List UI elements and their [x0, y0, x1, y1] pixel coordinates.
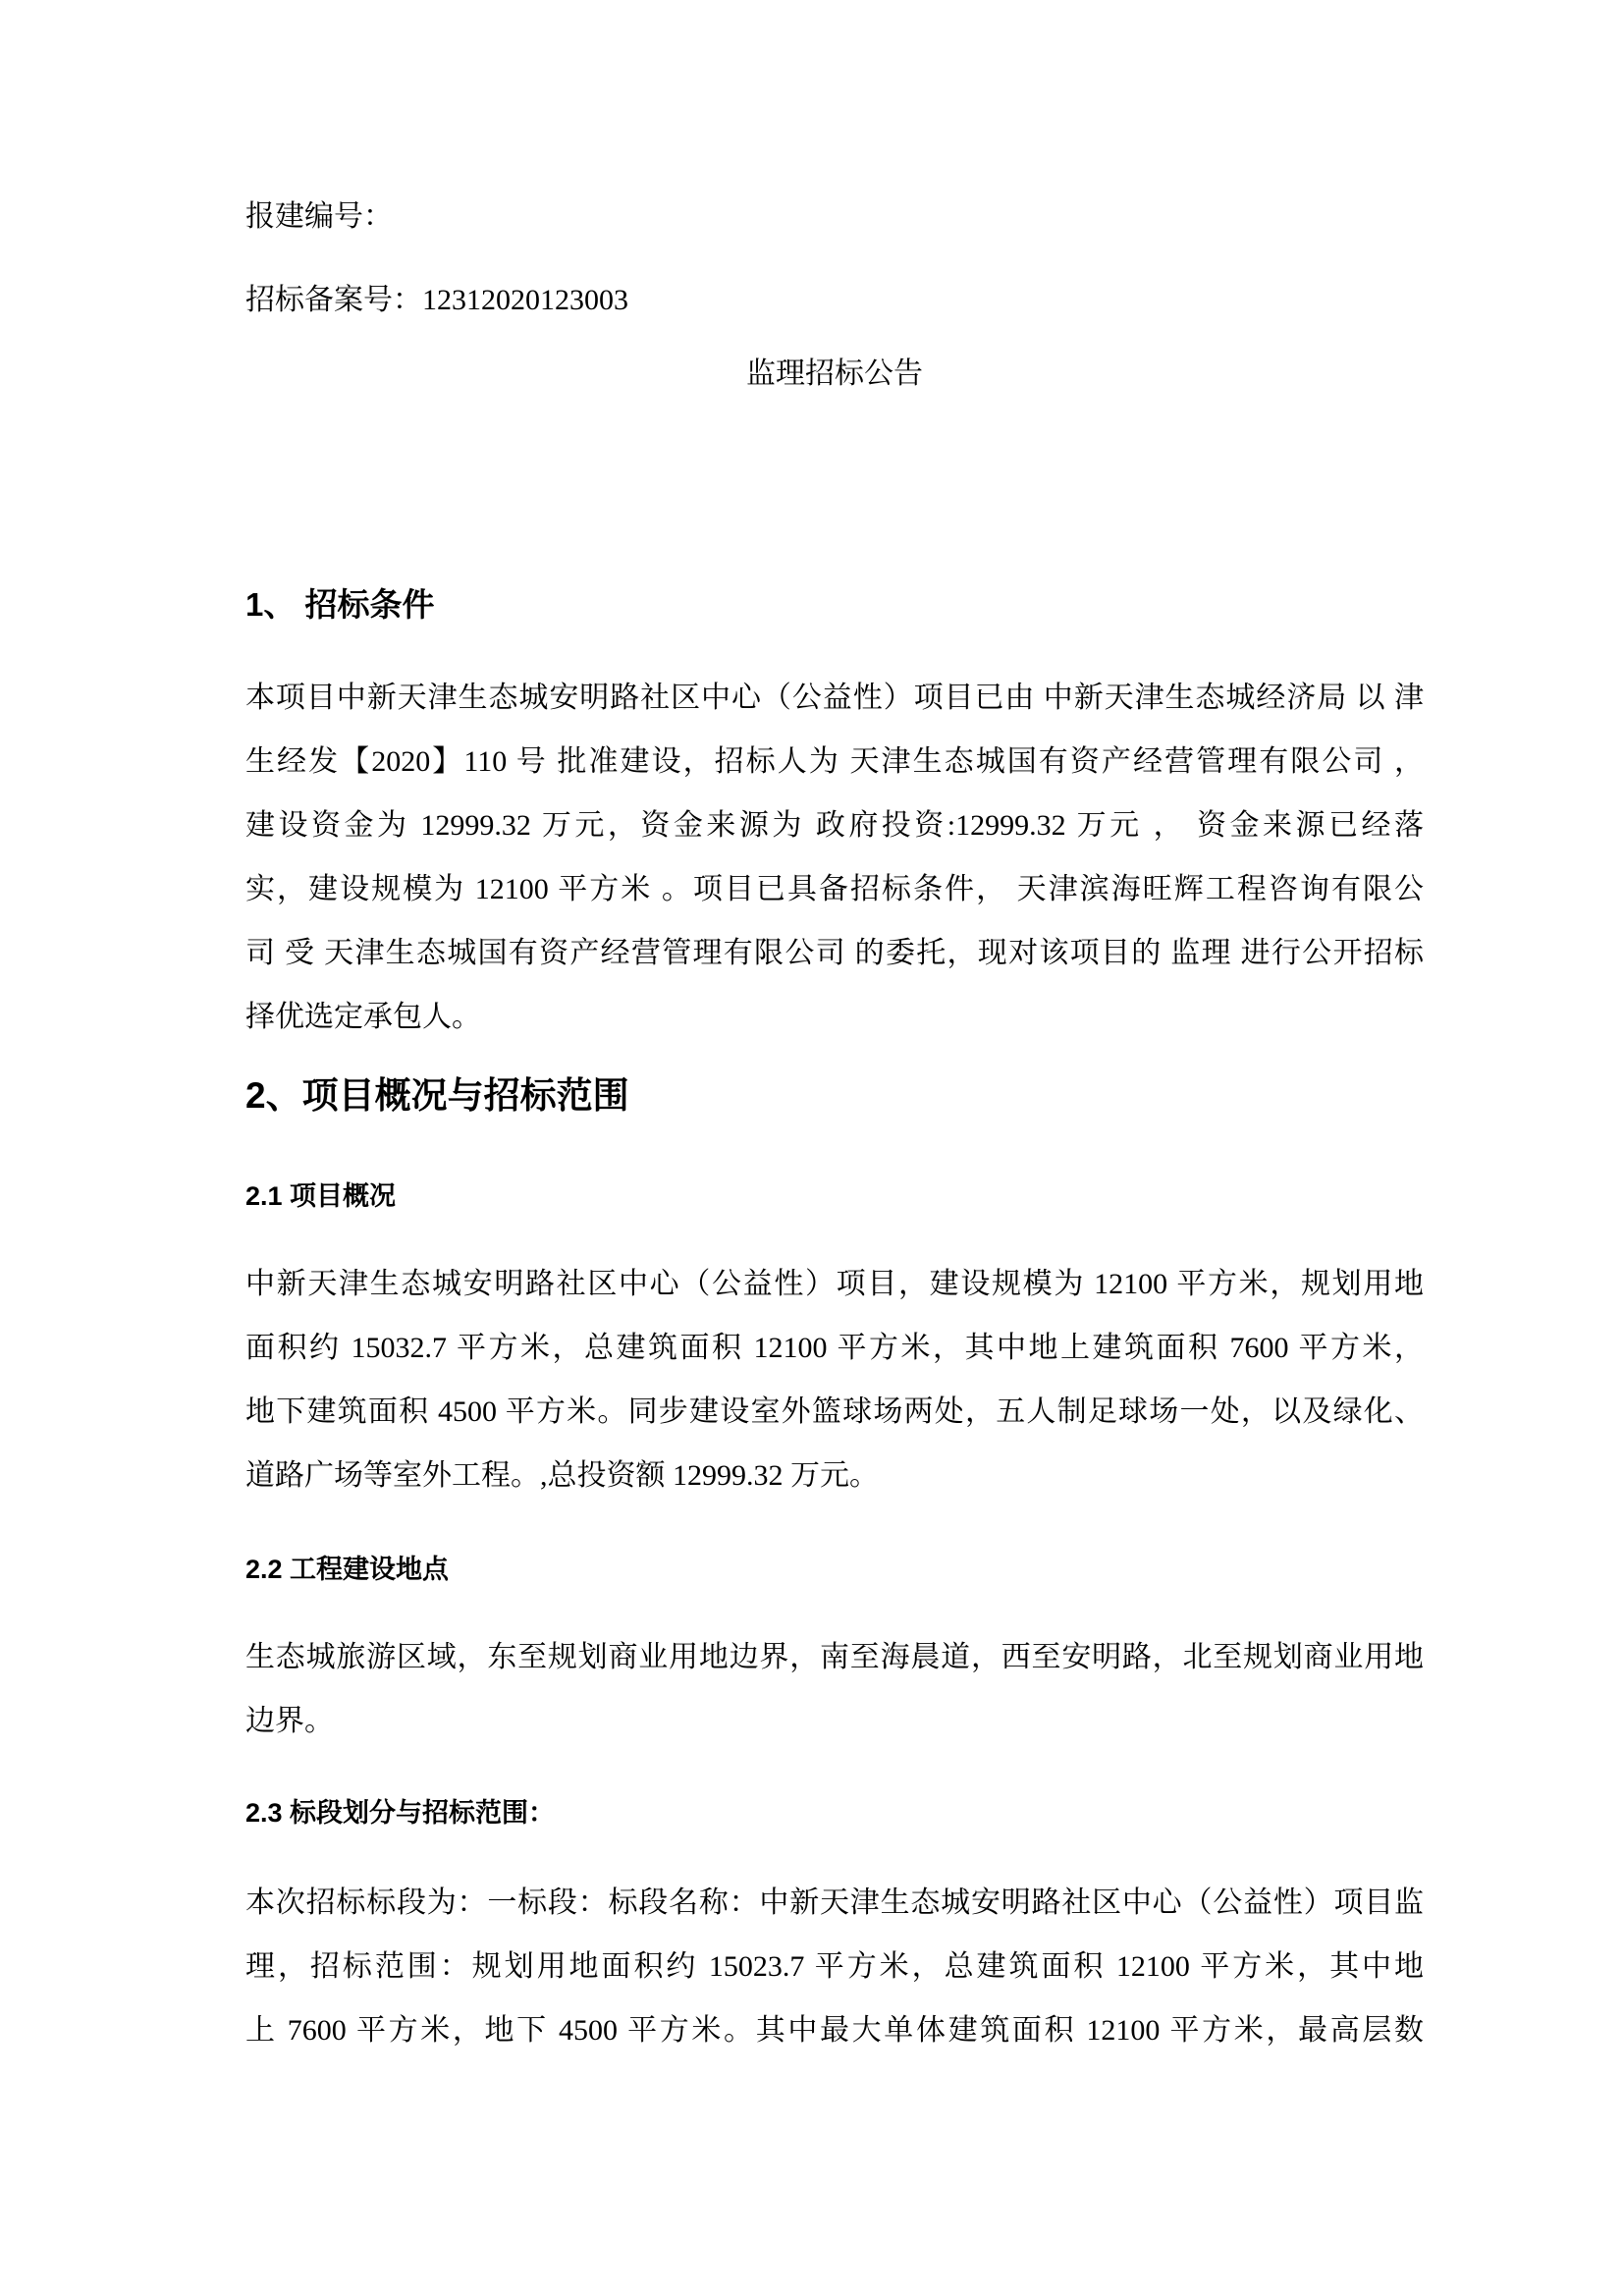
text-line: 上 7600 平方米，地下 4500 平方米。其中最大单体建筑面积 12100 平方米，最高层数	[245, 2014, 1424, 2047]
document-title: 监理招标公告	[746, 357, 923, 390]
text-line: 理，招标范围：规划用地面积约 15023.7 平方米，总建筑面积 12100 平方米，其中地	[245, 1950, 1424, 1983]
section-2-1-heading: 2.1 项目概况	[245, 1181, 397, 1211]
text-line: 生经发【2020】110 号 批准建设，招标人为 天津生态城国有资产经营管理有限公司 ，	[245, 745, 1424, 778]
section-2-3-paragraph	[245, 1871, 1424, 2062]
text-line: 建设资金为 12999.32 万元，资金来源为 政府投资:12999.32 万元 ， 资金来源已经落	[245, 809, 1424, 842]
text-line: 面积约 15032.7 平方米，总建筑面积 12100 平方米，其中地上建筑面积 7600 平方米，	[245, 1332, 1424, 1364]
text-line: 边界。	[245, 1705, 334, 1737]
text-line: 道路广场等室外工程。,总投资额 12999.32 万元。	[245, 1459, 879, 1492]
text-line: 司 受 天津生态城国有资产经营管理有限公司 的委托，现对该项目的 监理 进行公开招标	[245, 937, 1424, 969]
section-1-paragraph	[245, 666, 1424, 1049]
record-number-line: 招标备案号：12312020123003	[245, 284, 628, 316]
section-2-heading: 2、项目概况与招标范围	[245, 1075, 629, 1116]
section-2-3-heading: 2.3 标段划分与招标范围：	[245, 1798, 556, 1828]
text-line: 择优选定承包人。	[245, 1001, 481, 1033]
text-line: 中新天津生态城安明路社区中心（公益性）项目，建设规模为 12100 平方米，规划用地	[245, 1268, 1424, 1300]
section-2-2-paragraph	[245, 1625, 1424, 1753]
section-2-1-paragraph	[245, 1252, 1424, 1507]
text-line: 本次招标标段为：一标段：标段名称：中新天津生态城安明路社区中心（公益性）项目监	[245, 1886, 1424, 1919]
text-line: 实，建设规模为 12100 平方米 。项目已具备招标条件， 天津滨海旺辉工程咨询有限公	[245, 873, 1424, 905]
section-1-heading: 1、 招标条件	[245, 586, 435, 623]
text-line: 地下建筑面积 4500 平方米。同步建设室外篮球场两处，五人制足球场一处，以及绿化、	[245, 1395, 1424, 1428]
report-number-line: 报建编号：	[245, 200, 393, 233]
section-2-2-heading: 2.2 工程建设地点	[245, 1555, 450, 1584]
text-line: 生态城旅游区域，东至规划商业用地边界，南至海晨道，西至安明路，北至规划商业用地	[245, 1641, 1424, 1673]
text-line: 本项目中新天津生态城安明路社区中心（公益性）项目已由 中新天津生态城经济局 以 津	[245, 682, 1424, 714]
